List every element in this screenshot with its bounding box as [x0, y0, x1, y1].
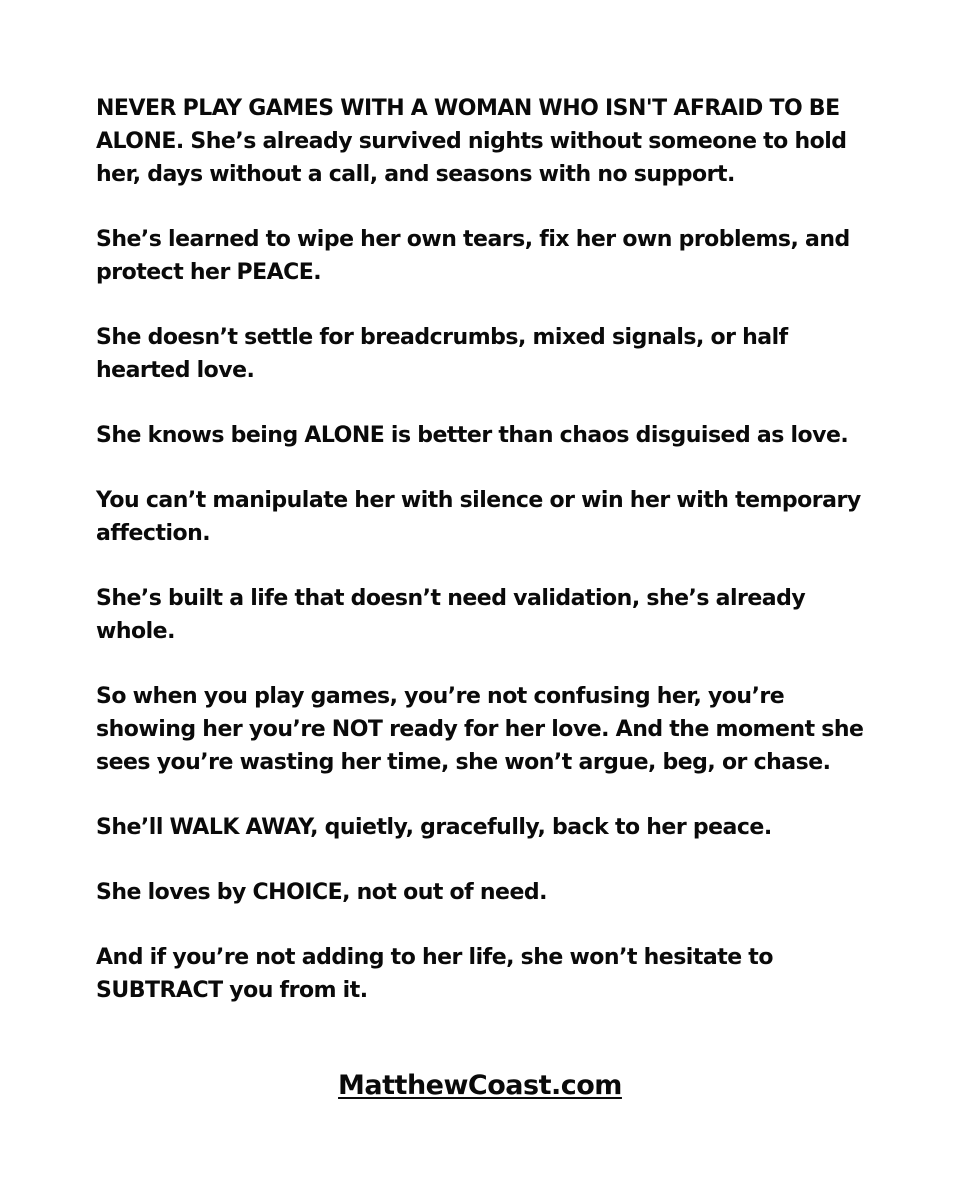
paragraph-3: She doesn’t settle for breadcrumbs, mixed signals, or half hearted love. — [96, 325, 788, 383]
paragraph-7: So when you play games, you’re not confusing her, you’re showing her you’re NOT ready for her love. And the moment she sees you’re wasting her time, she won’t argue, beg, or chase. — [96, 684, 864, 775]
paragraph-8: She’ll WALK AWAY, quietly, gracefully, back to her peace. — [96, 815, 772, 840]
paragraph-10: And if you’re not adding to her life, she won’t hesitate to SUBTRACT you from it. — [96, 945, 773, 1003]
paragraph-2: She’s learned to wipe her own tears, fix her own problems, and protect her PEACE. — [96, 227, 850, 285]
website-link[interactable]: MatthewCoast.com — [338, 1070, 622, 1101]
paragraph-9: She loves by CHOICE, not out of need. — [96, 880, 547, 905]
paragraph-5: You can’t manipulate her with silence or win her with temporary affection. — [96, 488, 861, 546]
paragraph-1: NEVER PLAY GAMES WITH A WOMAN WHO ISN'T AFRAID TO BE ALONE. She’s already survived nights without someone to hold her, days without a call, and seasons with no support. — [96, 96, 847, 187]
quote-text-body — [96, 92, 886, 1039]
paragraph-4: She knows being ALONE is better than chaos disguised as love. — [96, 423, 849, 448]
paragraph-6: She’s built a life that doesn’t need validation, she’s already whole. — [96, 586, 806, 644]
footer — [0, 1068, 960, 1104]
